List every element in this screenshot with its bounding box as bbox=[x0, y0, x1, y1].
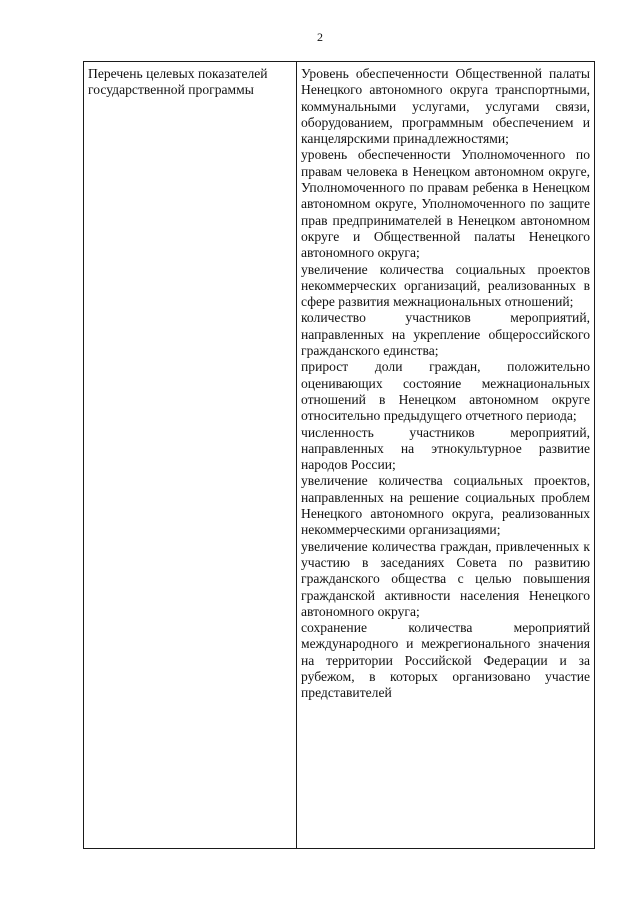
indicators-table bbox=[83, 61, 595, 849]
indicator-item-5: прирост доли граждан, положительно оценивающих состояние межнациональных отношений в Ненецком автономном округе относительно предыдущего отчетного периода; bbox=[301, 359, 590, 424]
table-cell-content bbox=[297, 62, 594, 848]
indicator-item-3: увеличение количества социальных проектов некоммерческих организаций, реализованных в сфере развития межнациональных отношений; bbox=[301, 261, 590, 310]
indicator-item-1: Уровень обеспеченности Общественной палаты Ненецкого автономного округа транспортными, коммунальными услугами, услугами связи, оборудованием, программным обеспечением и канцелярскими принадлежностями; bbox=[301, 66, 590, 147]
indicator-item-9: сохранение количества мероприятий международного и межрегионального значения на территории Российской Федерации и за рубежом, в которых организовано участие представителей bbox=[301, 620, 590, 701]
page-number: 2 bbox=[317, 30, 323, 44]
indicator-item-4: количество участников мероприятий, направленных на укрепление общероссийского гражданского единства; bbox=[301, 310, 590, 359]
indicators-heading: Перечень целевых показателей государственной программы bbox=[88, 66, 268, 98]
indicator-item-7: увеличение количества социальных проектов, направленных на решение социальных проблем Ненецкого автономного округа, реализованных некоммерческими организациями; bbox=[301, 473, 590, 538]
indicator-item-6: численность участников мероприятий, направленных на этнокультурное развитие народов России; bbox=[301, 424, 590, 473]
table-cell-label bbox=[84, 62, 297, 848]
indicator-item-2: уровень обеспеченности Уполномоченного по правам человека в Ненецком автономном округе, Уполномоченного по правам ребенка в Ненецком автономном округе, Уполномоченного по защите прав предпринимателей в Ненецком автономном округе и Общественной палаты Ненецкого автономного округа; bbox=[301, 147, 590, 261]
indicator-item-8: увеличение количества граждан, привлеченных к участию в заседаниях Совета по развитию гражданского общества с целью повышения гражданской активности населения Ненецкого автономного округа; bbox=[301, 538, 590, 619]
